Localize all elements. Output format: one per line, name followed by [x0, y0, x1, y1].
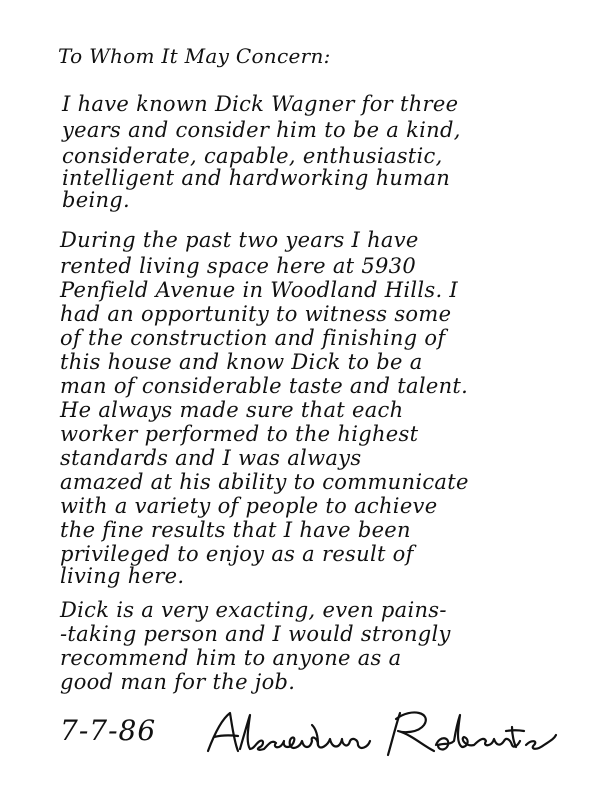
signature	[200, 705, 560, 765]
paragraph-1-line-5: being.	[62, 188, 131, 212]
paragraph-2-line-6: this house and know Dick to be a	[60, 350, 423, 374]
paragraph-2-line-12: with a variety of people to achieve	[60, 494, 438, 518]
paragraph-2-line-3: Penfield Avenue in Woodland Hills. I	[60, 278, 459, 302]
paragraph-2-line-13: the fine results that I have been	[60, 518, 411, 542]
paragraph-3-line-4: good man for the job.	[60, 670, 296, 694]
paragraph-2-line-15: living here.	[60, 564, 185, 588]
paragraph-2-line-14: privileged to enjoy as a result of	[60, 542, 414, 566]
paragraph-1-line-4: intelligent and hardworking human	[62, 166, 451, 190]
paragraph-1-line-2: years and consider him to be a kind,	[62, 118, 461, 142]
paragraph-3-line-2: -taking person and I would strongly	[60, 622, 451, 646]
paragraph-2-line-5: of the construction and finishing of	[60, 326, 446, 350]
paragraph-1-line-1: I have known Dick Wagner for three	[62, 92, 459, 116]
paragraph-2-line-9: worker performed to the highest	[60, 422, 419, 446]
paragraph-1-line-3: considerate, capable, enthusiastic,	[62, 144, 443, 168]
paragraph-2-line-4: had an opportunity to witness some	[60, 302, 452, 326]
paragraph-2-line-10: standards and I was always	[60, 446, 362, 470]
paragraph-3-line-1: Dick is a very exacting, even pains-	[60, 598, 447, 622]
paragraph-3-line-3: recommend him to anyone as a	[60, 646, 402, 670]
salutation: To Whom It May Concern:	[58, 44, 331, 68]
paragraph-2-line-1: During the past two years I have	[60, 228, 419, 252]
paragraph-2-line-7: man of considerable taste and talent.	[60, 374, 469, 398]
paragraph-2-line-8: He always made sure that each	[60, 398, 404, 422]
letter-date: 7-7-86	[60, 714, 157, 747]
paragraph-2-line-11: amazed at his ability to communicate	[60, 470, 469, 494]
paragraph-2-line-2: rented living space here at 5930	[60, 254, 417, 278]
